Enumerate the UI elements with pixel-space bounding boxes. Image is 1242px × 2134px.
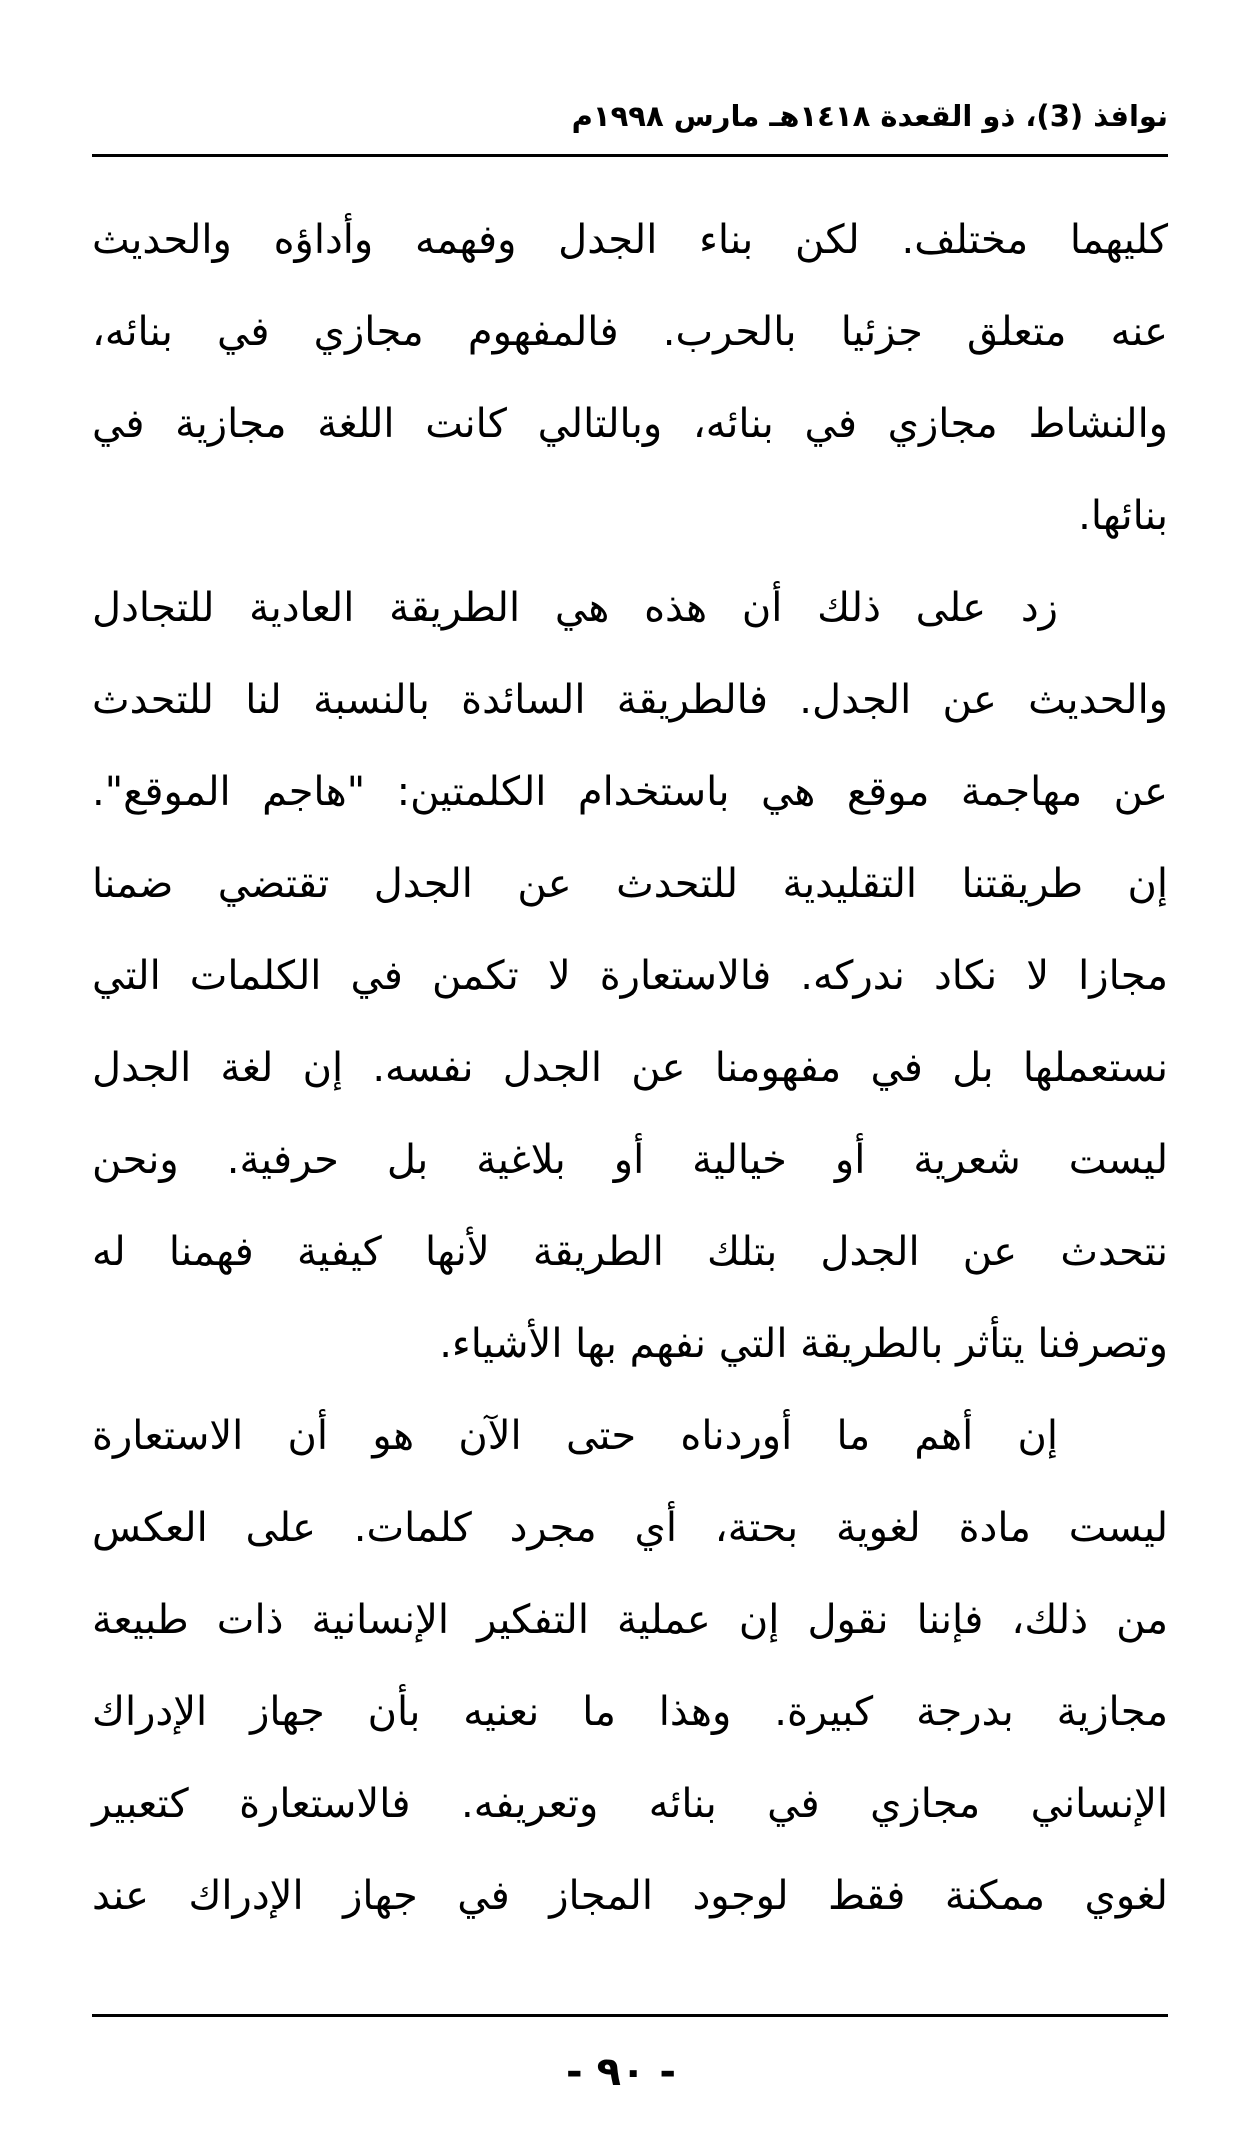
paragraph-3-line-4: مجازية بدرجة كبيرة. وهذا ما نعنيه بأن جهاز الإدراك (92, 1689, 1168, 1735)
paragraph-2-line-1: زد على ذلك أن هذه هي الطريقة العادية للتجادل (92, 585, 1058, 631)
paragraph-1-line-2: عنه متعلق جزئيا بالحرب. فالمفهوم مجازي في بنائه، (92, 309, 1168, 355)
paragraph-2-line-7: ليست شعرية أو خيالية أو بلاغية بل حرفية. ونحن (92, 1137, 1168, 1183)
paragraph-3-line-3: من ذلك، فإننا نقول إن عملية التفكير الإنسانية ذات طبيعة (92, 1597, 1168, 1643)
paragraph-1-line-1: كليهما مختلف. لكن بناء الجدل وفهمه وأداؤه والحديث (92, 217, 1168, 263)
paragraph-1-line-3: والنشاط مجازي في بنائه، وبالتالي كانت اللغة مجازية في (92, 401, 1168, 447)
paragraph-2-line-8: نتحدث عن الجدل بتلك الطريقة لأنها كيفية فهمنا له (92, 1229, 1168, 1275)
paragraph-2-line-5: مجازا لا نكاد ندركه. فالاستعارة لا تكمن في الكلمات التي (92, 953, 1168, 999)
paragraph-2-line-9: وتصرفنا يتأثر بالطريقة التي نفهم بها الأشياء. (439, 1321, 1168, 1367)
paragraph-3-line-1: إن أهم ما أوردناه حتى الآن هو أن الاستعارة (92, 1413, 1058, 1459)
header-rule (92, 154, 1168, 157)
paragraph-3-line-6: لغوي ممكنة فقط لوجود المجاز في جهاز الإدراك عند (92, 1873, 1168, 1919)
body-text (92, 194, 1168, 1942)
footer-rule (92, 2014, 1168, 2017)
paragraph-2-line-4: إن طريقتنا التقليدية للتحدث عن الجدل تقتضي ضمنا (92, 861, 1168, 907)
paragraph-1-line-4: بنائها. (1078, 493, 1168, 539)
paragraph-2-line-3: عن مهاجمة موقع هي باستخدام الكلمتين: "هاجم الموقع". (92, 769, 1168, 815)
paragraph-2-line-2: والحديث عن الجدل. فالطريقة السائدة بالنسبة لنا للتحدث (92, 677, 1168, 723)
running-header: نوافذ (3)، ذو القعدة ١٤١٨هـ مارس ١٩٩٨م (571, 99, 1168, 133)
paragraph-2-line-6: نستعملها بل في مفهومنا عن الجدل نفسه. إن لغة الجدل (92, 1045, 1168, 1091)
page-number: - ٩٠ - (566, 2049, 676, 2095)
paragraph-3-line-2: ليست مادة لغوية بحتة، أي مجرد كلمات. على العكس (92, 1505, 1168, 1551)
paragraph-3-line-5: الإنساني مجازي في بنائه وتعريفه. فالاستعارة كتعبير (92, 1781, 1168, 1827)
